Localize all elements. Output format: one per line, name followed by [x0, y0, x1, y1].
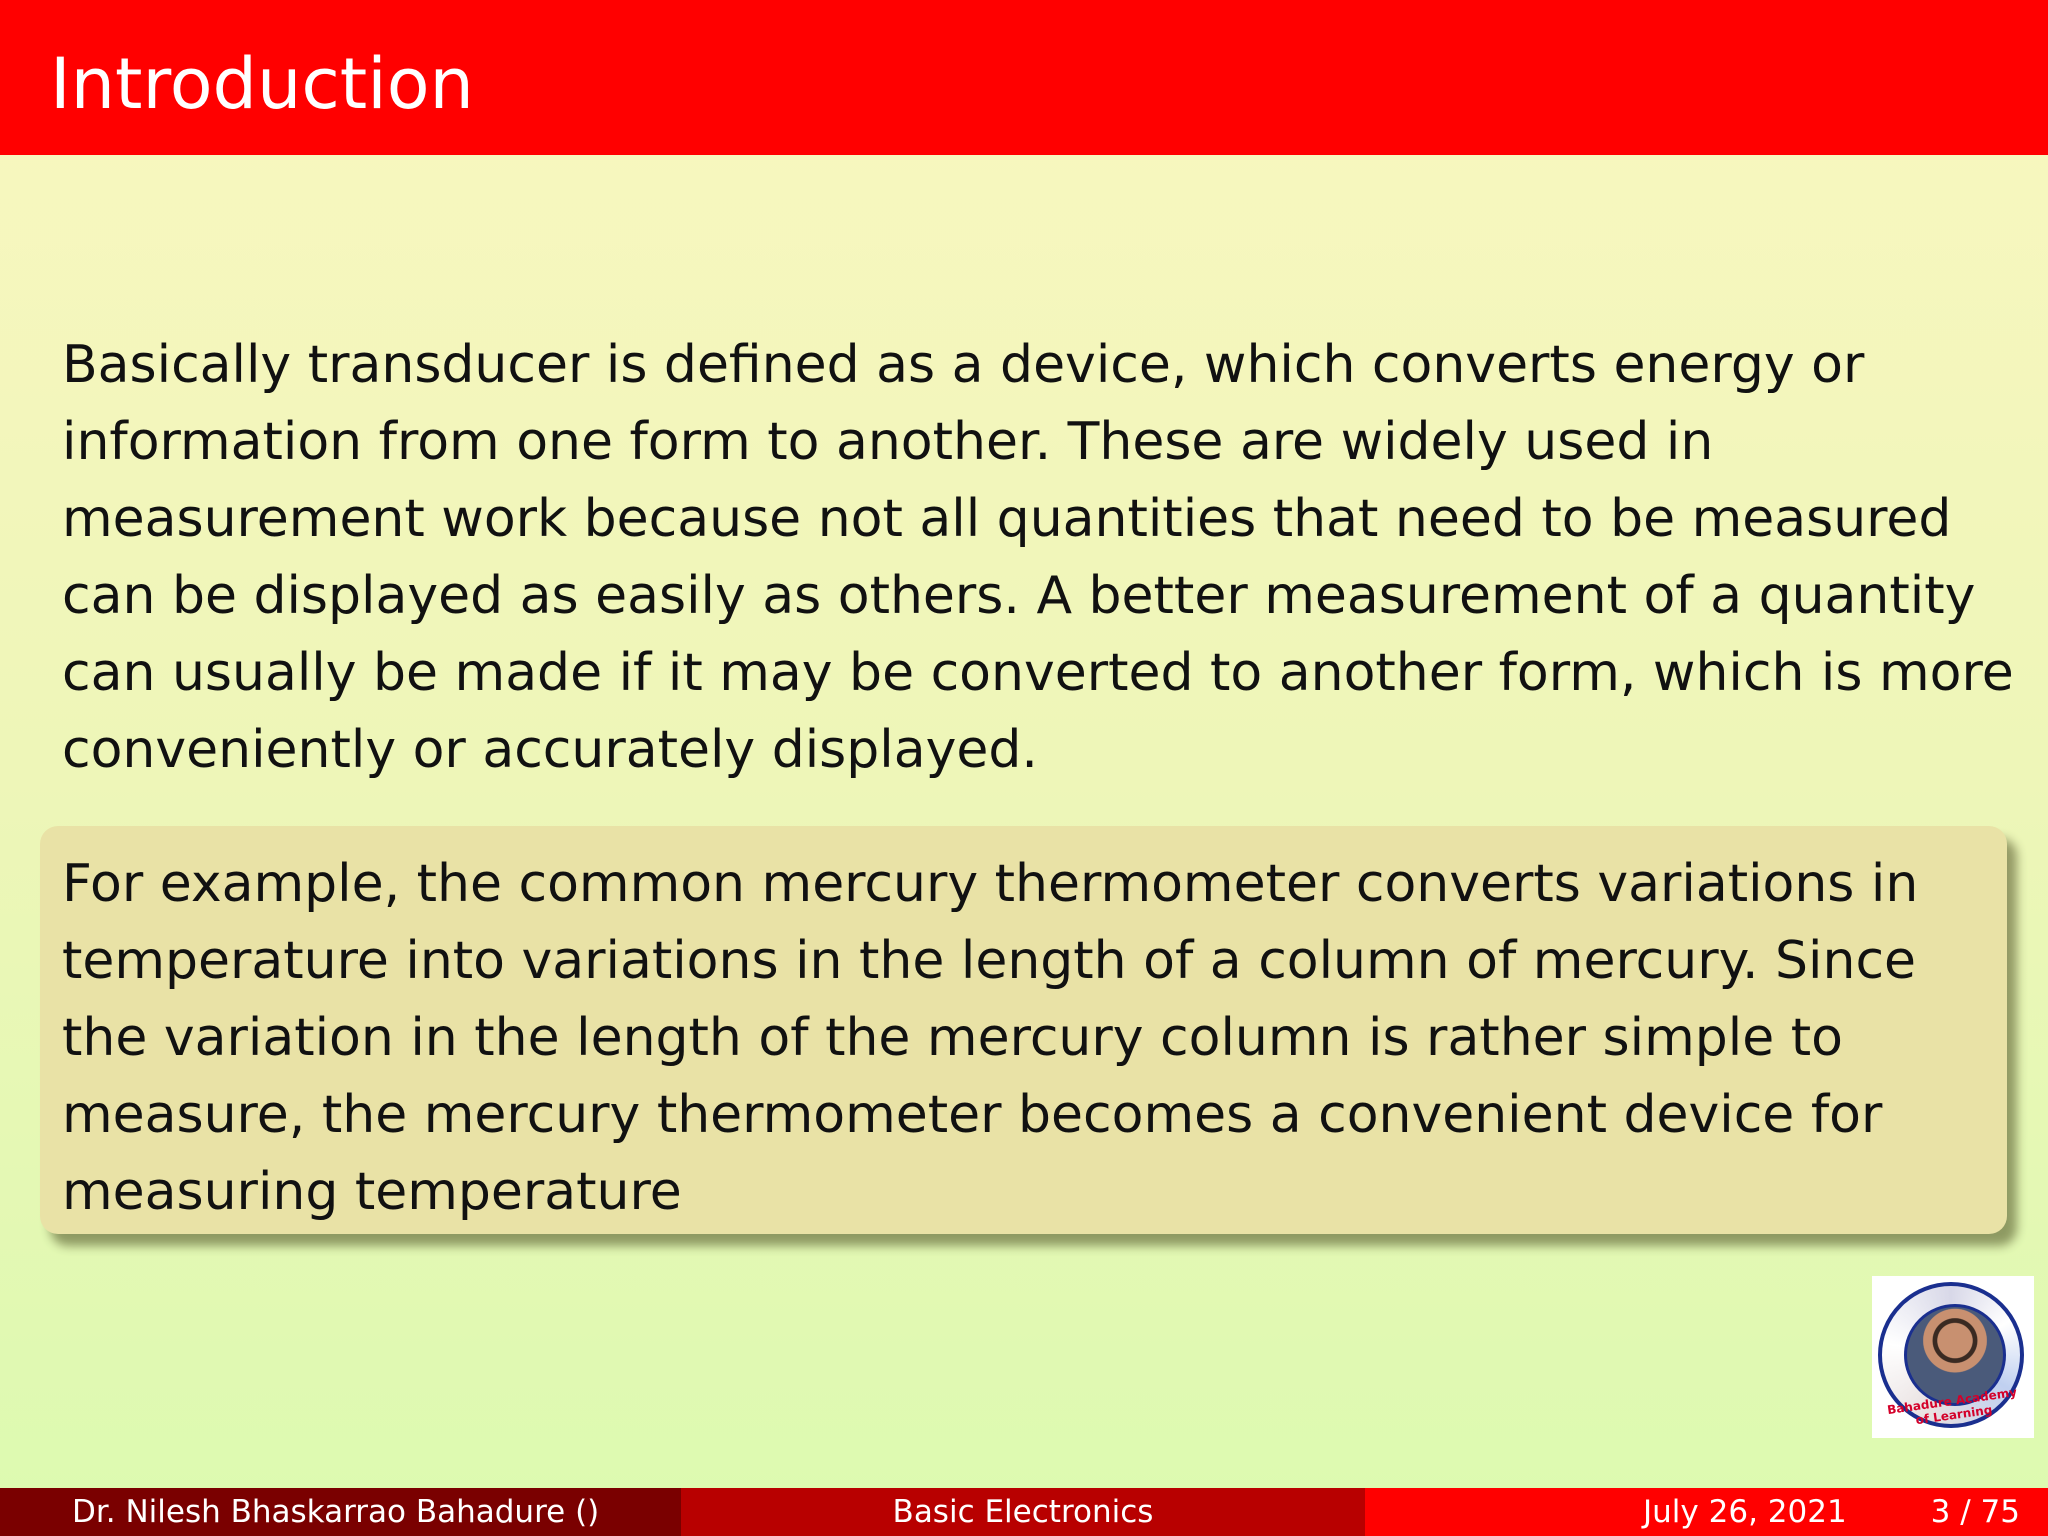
body-line: can usually be made if it may be converted to another form, which is more	[62, 643, 2014, 703]
body-line: measurement work because not all quantities that need to be measured	[62, 489, 1952, 549]
example-line: For example, the common mercury thermometer converts variations in	[62, 854, 1919, 914]
footer-right	[1365, 1488, 2048, 1536]
slide-title: Introduction	[50, 43, 474, 125]
body-line: information from one form to another. These are widely used in	[62, 412, 1714, 472]
slide-footer	[0, 1488, 2048, 1536]
page-number: 3 / 75	[1930, 1494, 2020, 1530]
slide-header	[0, 0, 2048, 155]
footer-date: July 26, 2021	[1643, 1494, 1847, 1530]
example-line: measuring temperature	[62, 1162, 682, 1222]
body-line: conveniently or accurately displayed.	[62, 720, 1038, 780]
footer-author: Dr. Nilesh Bhaskarrao Bahadure ()	[0, 1488, 681, 1536]
academy-logo	[1872, 1276, 2034, 1438]
body-paragraph	[62, 327, 2012, 789]
example-paragraph	[62, 846, 1918, 1231]
example-line: the variation in the length of the mercury column is rather simple to	[62, 1008, 1843, 1068]
logo-caption: Bahadure Academy of Learning	[1886, 1385, 2018, 1428]
footer-course: Basic Electronics	[681, 1488, 1365, 1536]
example-block	[40, 826, 2007, 1234]
body-line: can be displayed as easily as others. A better measurement of a quantity	[62, 566, 1976, 626]
example-line: measure, the mercury thermometer becomes a convenient device for	[62, 1085, 1883, 1145]
body-line: Basically transducer is defined as a device, which converts energy or	[62, 335, 1865, 395]
example-line: temperature into variations in the length of a column of mercury. Since	[62, 931, 1917, 991]
